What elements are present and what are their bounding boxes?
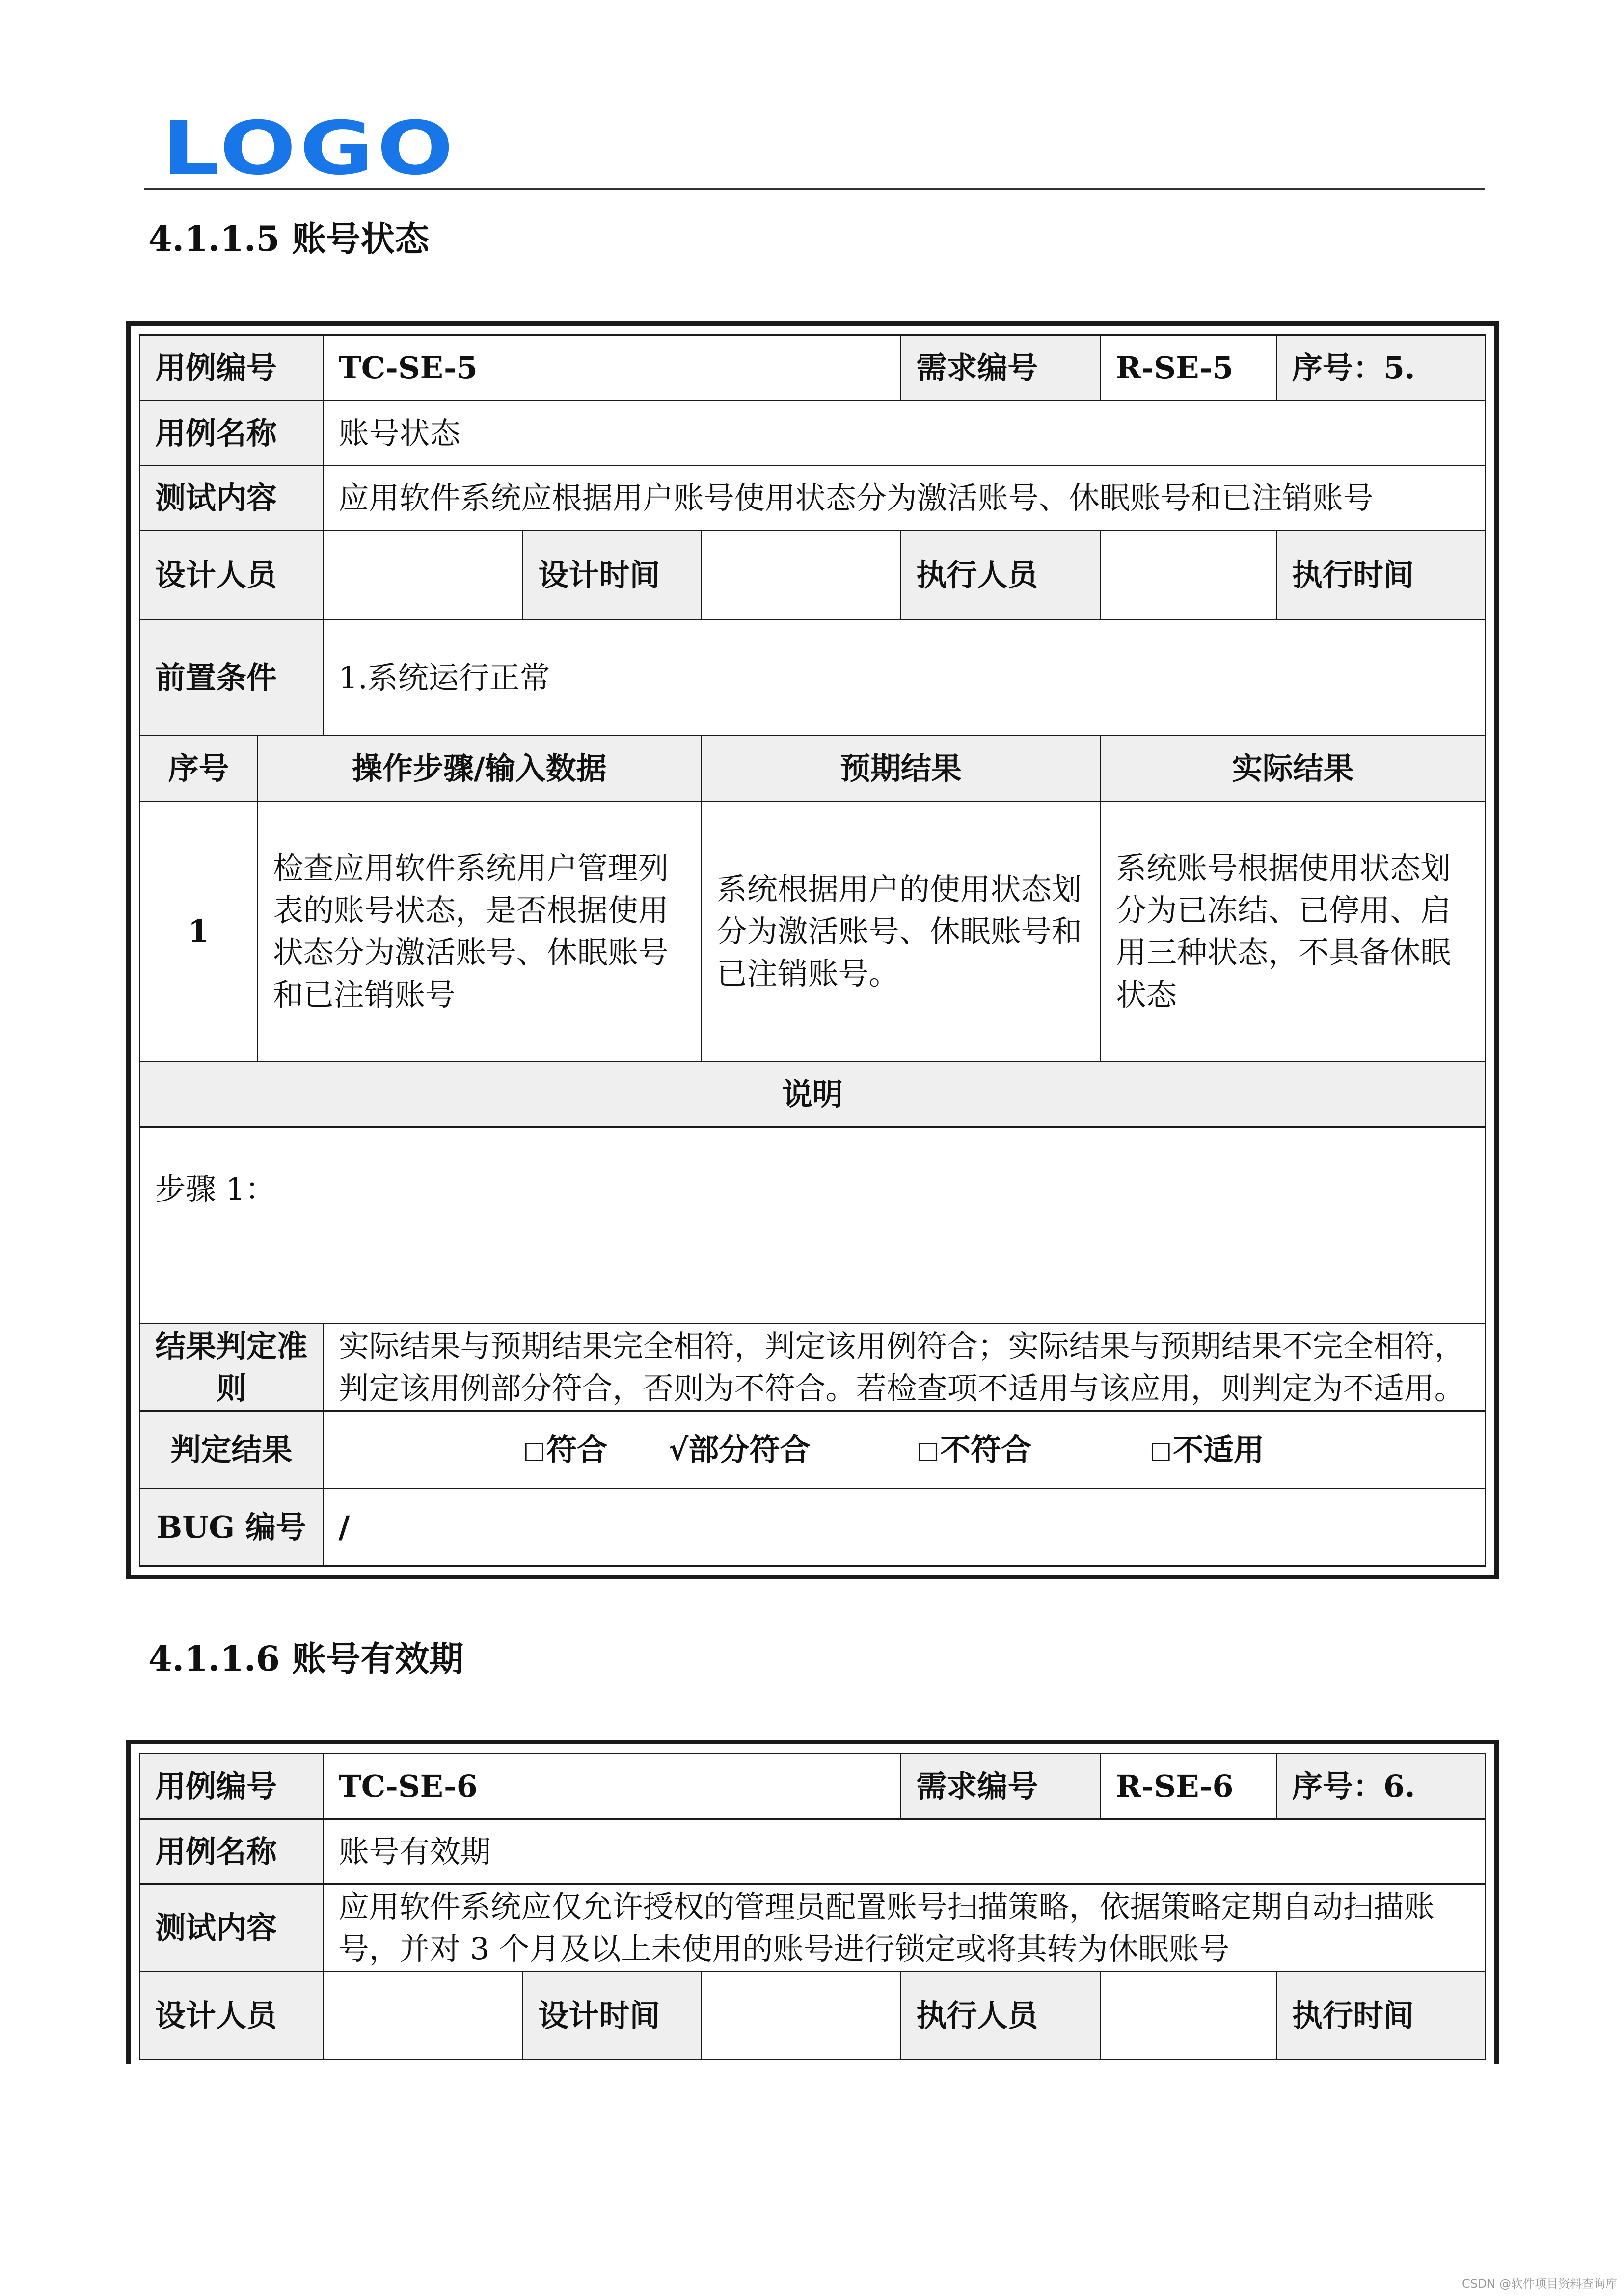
verdict-option-partial[interactable]: √部分符合 [668, 1431, 811, 1468]
executor-value [1101, 1972, 1277, 2060]
case-id-label: 用例编号 [140, 1754, 324, 1819]
section-heading-4-1-1-6: 4.1.1.6 账号有效期 [148, 1638, 464, 1679]
section-heading-4-1-1-5: 4.1.1.5 账号状态 [148, 218, 430, 259]
precondition-label: 前置条件 [140, 620, 324, 736]
case-id-value: TC-SE-6 [323, 1754, 901, 1819]
checkbox-icon: □ [917, 1436, 939, 1464]
test-content-value: 应用软件系统应仅允许授权的管理员配置账号扫描策略，依据策略定期自动扫描账号，并对 3 个月及以上未使用的账号进行锁定或将其转为休眠账号 [323, 1884, 1485, 1972]
exec-time-label: 执行时间 [1276, 531, 1485, 620]
bug-value: / [323, 1489, 1485, 1566]
step-expected: 系统根据用户的使用状态划分为激活账号、休眠账号和已注销账号。 [701, 801, 1100, 1062]
seq-number: 序号：6. [1276, 1754, 1485, 1819]
case-name-label: 用例名称 [140, 401, 324, 466]
test-content-value: 应用软件系统应根据用户账号使用状态分为激活账号、休眠账号和已注销账号 [323, 466, 1485, 531]
req-id-label: 需求编号 [901, 335, 1101, 401]
steps-header-actual: 实际结果 [1101, 736, 1486, 801]
case-id-value: TC-SE-5 [323, 335, 901, 401]
design-time-value [701, 531, 901, 620]
design-time-label: 设计时间 [523, 531, 701, 620]
executor-value [1101, 531, 1277, 620]
steps-header-no: 序号 [140, 736, 258, 801]
executor-label: 执行人员 [901, 531, 1101, 620]
designer-label: 设计人员 [140, 531, 324, 620]
case-name-value: 账号状态 [323, 401, 1485, 466]
step-no: 1 [140, 801, 258, 1062]
designer-value [323, 1972, 523, 2060]
verdict-option-na[interactable]: □不适用 [1149, 1431, 1264, 1468]
watermark: CSDN @软件项目资料查询库 [1462, 2277, 1617, 2291]
executor-label: 执行人员 [901, 1972, 1101, 2060]
case-id-label: 用例编号 [140, 335, 324, 401]
req-id-label: 需求编号 [901, 1754, 1101, 1819]
design-time-value [701, 1972, 901, 2060]
seq-number: 序号：5. [1276, 335, 1485, 401]
bug-label: BUG 编号 [140, 1489, 324, 1566]
step-actual: 系统账号根据使用状态划分为已冻结、已停用、启用三种状态，不具备休眠状态 [1101, 801, 1486, 1062]
logo: LOGO [162, 106, 457, 191]
verdict-option-fail[interactable]: □不符合 [917, 1431, 1031, 1468]
test-case-table-tc-se-6 [126, 1740, 1499, 2064]
precondition-value: 1.系统运行正常 [323, 620, 1485, 736]
verdict-label: 判定结果 [140, 1411, 324, 1489]
criteria-text: 实际结果与预期结果完全相符，判定该用例符合；实际结果与预期结果不完全相符，判定该用例部分符合，否则为不符合。若检查项不适用与该应用，则判定为不适用。 [323, 1324, 1485, 1411]
designer-value [323, 531, 523, 620]
notes-header: 说明 [140, 1062, 1486, 1127]
steps-header-action: 操作步骤/输入数据 [257, 736, 701, 801]
req-id-value: R-SE-6 [1101, 1754, 1277, 1819]
notes-body: 步骤 1： [140, 1127, 1486, 1324]
step-action: 检查应用软件系统用户管理列表的账号状态，是否根据使用状态分为激活账号、休眠账号和已注销账号 [257, 801, 701, 1062]
test-content-label: 测试内容 [140, 466, 324, 531]
case-name-label: 用例名称 [140, 1819, 324, 1884]
case-name-value: 账号有效期 [323, 1819, 1485, 1884]
test-case-table-tc-se-5 [126, 321, 1499, 1579]
checkmark-icon: √ [668, 1431, 689, 1468]
verdict-options [323, 1411, 1485, 1489]
header-divider [144, 188, 1485, 190]
designer-label: 设计人员 [140, 1972, 324, 2060]
checkbox-icon: □ [1149, 1436, 1172, 1464]
checkbox-icon: □ [523, 1436, 545, 1464]
exec-time-label: 执行时间 [1276, 1972, 1485, 2060]
steps-header-expected: 预期结果 [701, 736, 1100, 801]
table-row [140, 801, 1486, 1062]
criteria-label: 结果判定准则 [140, 1324, 324, 1411]
req-id-value: R-SE-5 [1101, 335, 1277, 401]
verdict-option-pass[interactable]: □符合 [523, 1431, 607, 1468]
test-content-label: 测试内容 [140, 1884, 324, 1972]
design-time-label: 设计时间 [523, 1972, 701, 2060]
